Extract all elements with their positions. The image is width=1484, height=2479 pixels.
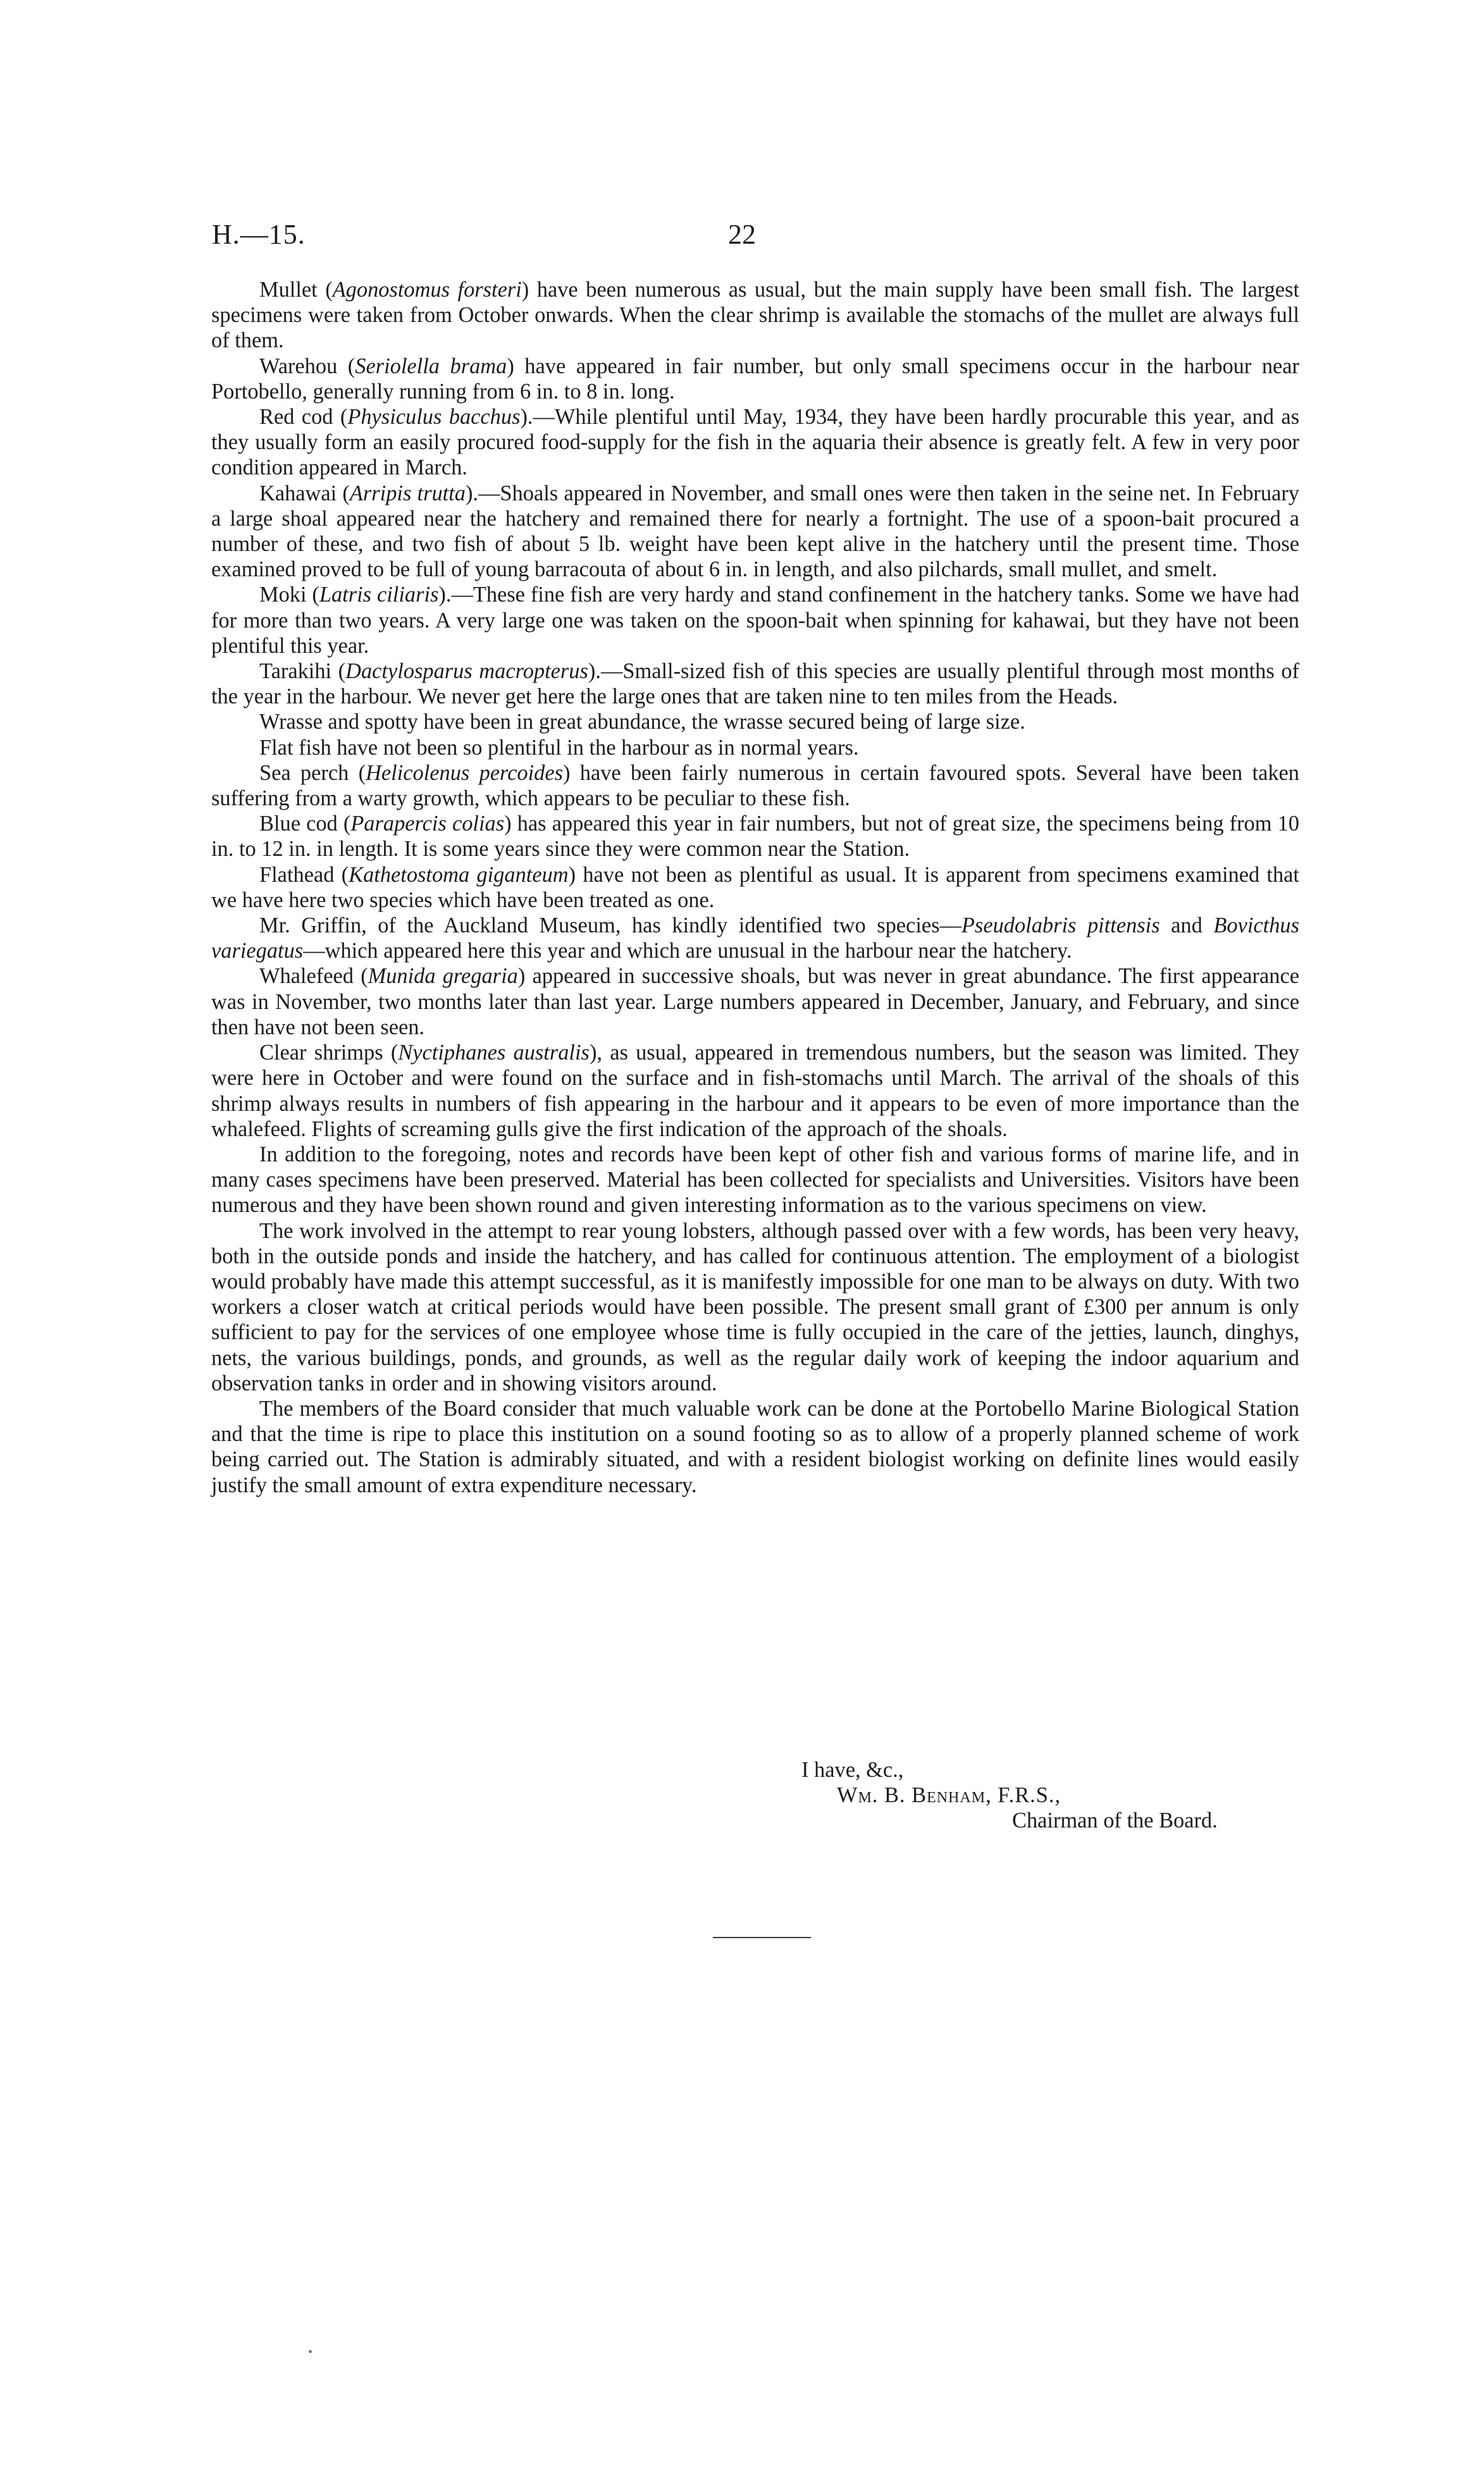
paragraph (211, 404, 1299, 481)
text-run: Mullet ( (259, 278, 333, 302)
species-name: Dactylosparus macropterus (345, 659, 588, 684)
signature-block (0, 1757, 1484, 1834)
text-run: The work involved in the attempt to rear young lobsters, although passed over with a few words, has been very heavy, both in the outside ponds and inside the hatchery, and has called for continuous attention. The employment of a biologist would probably have made this attempt successful, as it is manifestly impossible for one man to be always on duty. With two workers a closer watch at critical periods would have been possible. The present small grant of £300 per annum is only sufficient to pay for the services of one employee whose time is fully occupied in the care of the jetties, launch, dinghys, nets, the various buildings, ponds, and grounds, as well as the regular daily work of keeping the indoor aquarium and observation tanks in order and in showing visitors around. (211, 1218, 1299, 1395)
text-run: Sea perch ( (259, 760, 366, 785)
paragraph (211, 735, 1299, 760)
text-run: ).—Small-sized fish of this species are usually plentiful through most months of the year in the harbour. We never get here the large ones that are taken nine to ten miles from the Heads. (211, 659, 1299, 709)
paragraph (211, 1396, 1299, 1498)
text-run: In addition to the foregoing, notes and records have been kept of other fish and various forms of marine life, and in many cases specimens have been preserved. Material has been collected for specialists and Universities. Visitors have been numerous and they have been shown round and given interesting information as to the various specimens on view. (211, 1142, 1299, 1218)
species-name: Seriolella brama (355, 354, 507, 378)
species-name: Parapercis colias (350, 812, 505, 836)
signature-name: Wm. B. Benham, F.R.S., (837, 1783, 1061, 1808)
paragraph (211, 582, 1299, 658)
species-name: Agonostomus forsteri (332, 278, 522, 302)
report-body (211, 277, 1299, 1498)
text-run: Clear shrimps ( (259, 1041, 399, 1065)
paragraph (211, 811, 1299, 862)
paragraph (211, 760, 1299, 811)
text-run: ) have not been as plentiful as usual. It is apparent from specimens examined that we have here two species which have been treated as one. (211, 862, 1299, 912)
text-run: Red cod ( (259, 405, 348, 430)
paragraph (211, 354, 1299, 404)
text-run: Blue cod ( (259, 812, 351, 836)
text-run: Whalefeed ( (259, 964, 368, 989)
species-name: Pseudolabris pittensis (961, 913, 1160, 938)
text-run: ) have been fairly numerous in certain favoured spots. Several have been taken suffering from a warty growth, which appears to be peculiar to these fish. (211, 760, 1299, 811)
paragraph (211, 658, 1299, 709)
species-name: Nyctiphanes australis (398, 1041, 590, 1065)
text-run: Kahawai ( (259, 481, 350, 505)
text-run: ) have been numerous as usual, but the main supply have been small fish. The largest specimens were taken from October onwards. When the clear shrimp is available the stomachs of the mullet are always full of them. (211, 278, 1299, 353)
page-number: 22 (728, 219, 756, 250)
paragraph (211, 913, 1299, 963)
species-name: Physiculus bacchus (347, 405, 521, 430)
text-run: Flat fish have not been so plentiful in the harbour as in normal years. (259, 735, 859, 760)
species-name: Munida gregaria (368, 964, 518, 989)
text-run: ).—These fine fish are very hardy and stand confinement in the hatchery tanks. Some we have had for more than two years. A very large one was taken on the spoon-bait when spinning for kahawai, but they have not been plentiful this year. (211, 583, 1299, 658)
species-name: Kathetostoma giganteum (349, 862, 569, 887)
text-run: Wrasse and spotty have been in great abundance, the wrasse secured being of large size. (259, 710, 1025, 734)
paragraph (211, 709, 1299, 734)
page-speck (309, 2350, 312, 2353)
signature-closing: I have, &c., (801, 1758, 904, 1782)
text-run: ) has appeared this year in fair numbers, but not of great size, the specimens being from 10 in. to 12 in. in length. It is some years since they were common near the Station. (211, 812, 1300, 862)
species-name: Latris ciliaris (319, 583, 439, 607)
species-name: Arripis trutta (349, 481, 466, 505)
end-rule (713, 1937, 811, 1938)
paragraph (211, 277, 1299, 354)
signature-title: Chairman of the Board. (1012, 1808, 1218, 1833)
page-header-code: H.—15. (212, 219, 306, 250)
text-run: ) have appeared in fair number, but only small specimens occur in the harbour near Portobello, generally running from 6 in. to 8 in. long. (211, 354, 1299, 404)
paragraph (211, 1040, 1299, 1142)
text-run: The members of the Board consider that much valuable work can be done at the Portobello Marine Biological Station and that the time is ripe to place this institution on a sound footing so as to allow of a properly planned scheme of work being carried out. The Station is admirably situated, and with a resident biologist working on definite lines would easily justify the small amount of extra expenditure necessary. (211, 1396, 1299, 1497)
text-run: ) appeared in successive shoals, but was never in great abundance. The first appearance was in November, two months later than last year. Large numbers appeared in December, January, and February, and since then have not been seen. (211, 964, 1299, 1039)
text-run: Flathead ( (259, 862, 349, 887)
text-run: —which appeared here this year and which are unusual in the harbour near the hatchery. (303, 939, 1072, 963)
paragraph (211, 481, 1299, 583)
paragraph (211, 1142, 1299, 1218)
text-run: ), as usual, appeared in tremendous numbers, but the season was limited. They were here in October and were found on the surface and in fish-stomachs until March. The arrival of the shoals of this shrimp always results in numbers of fish appearing in the harbour and it appears to be even of more importance than the whalefeed. Flights of screaming gulls give the first indication of the approach of the shoals. (211, 1041, 1299, 1141)
paragraph (211, 862, 1299, 913)
text-run: and (1159, 913, 1214, 938)
text-run: ).—While plentiful until May, 1934, they have been hardly procurable this year, and as they usually form an easily procured food-supply for the fish in the aquaria their absence is greatly felt. A few in very poor condition appeared in March. (211, 405, 1299, 480)
text-run: Tarakihi ( (259, 659, 346, 684)
paragraph (211, 1218, 1299, 1396)
text-run: ).—Shoals appeared in November, and small ones were then taken in the seine net. In February a large shoal appeared near the hatchery and remained there for nearly a fortnight. The use of a spoon-bait procured a number of these, and two fish of about 5 lb. weight have been kept alive in the hatchery until the present time. Those examined proved to be full of young barracouta of about 6 in. in length, and also pilchards, small mullet, and smelt. (211, 481, 1299, 582)
text-run: Warehou ( (259, 354, 356, 378)
species-name: Helicolenus percoides (366, 760, 564, 785)
text-run: Mr. Griffin, of the Auckland Museum, has kindly identified two species— (259, 913, 962, 938)
text-run: Moki ( (259, 583, 319, 607)
species-name: Bovicthus variegatus (211, 913, 1299, 963)
paragraph (211, 963, 1299, 1040)
